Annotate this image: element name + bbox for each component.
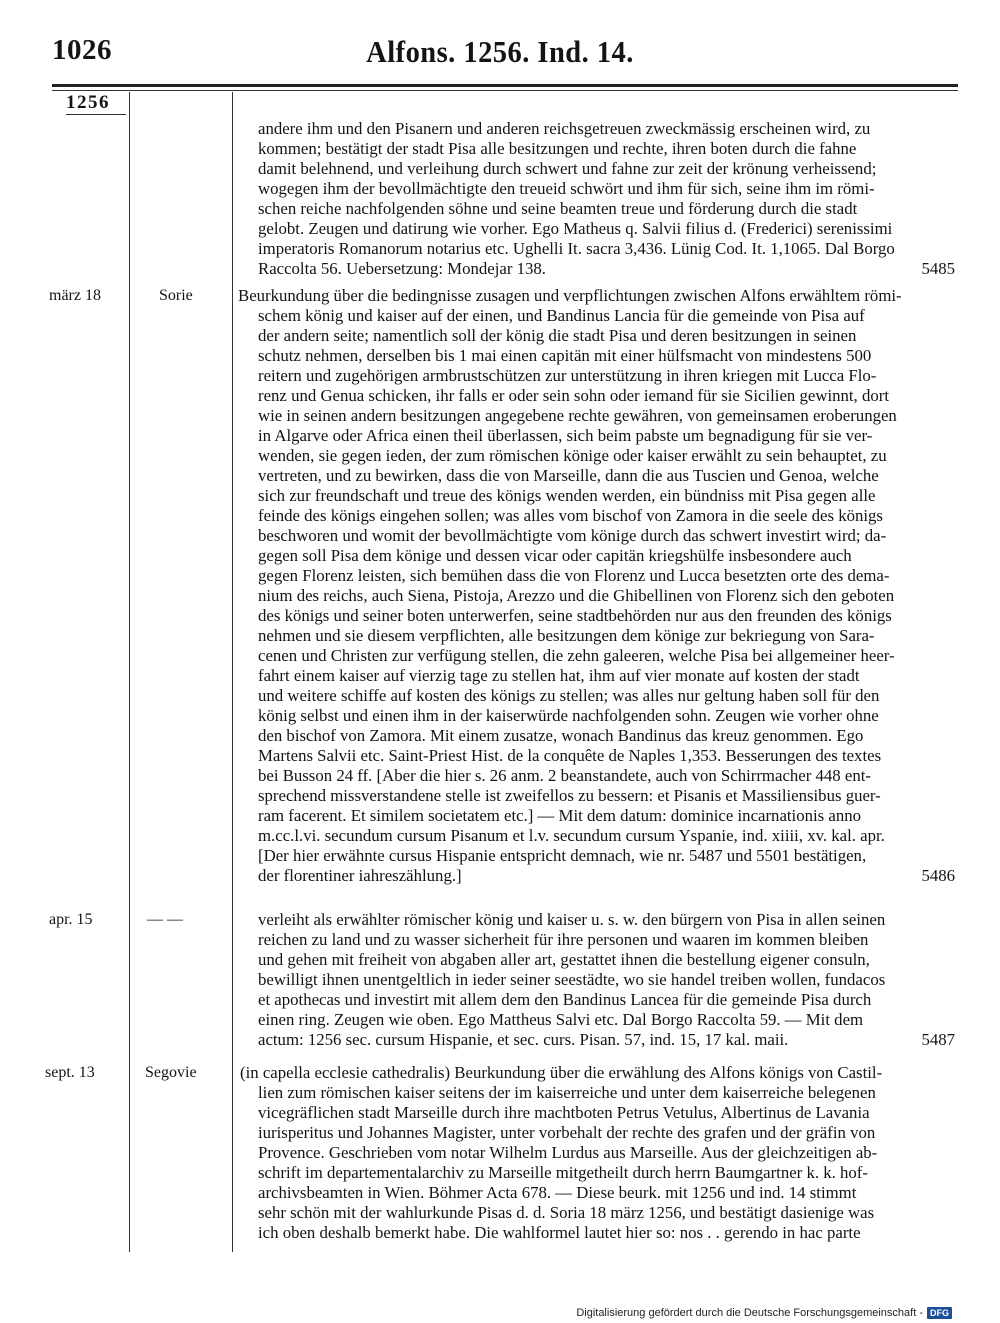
entry-text-line: verleiht als erwählter römischer könig und kaiser u. s. w. den bürgern von Pisa in allen seinen — [258, 910, 886, 929]
entry-text-line: schrift im departementalarchiv zu Marseille mitgetheilt durch herrn Baumgartner k. k. hof- — [258, 1163, 868, 1182]
entry-text-line: und gehen mit freiheit von abgaben aller art, gestattet ihnen die bestellung eigener consuln, — [258, 950, 870, 969]
entry-text-line: beschworen und womit der bevollmächtigte vom könige durch das schwert investirt wird; da- — [258, 526, 887, 545]
entry-text-line: lien zum römischen kaiser seitens der im kaiserreiche und unter dem kaiserreiche belegenen — [258, 1083, 876, 1102]
entry-text-line: Beurkundung über die bedingnisse zusagen und verpflichtungen zwischen Alfons erwähltem römi- — [238, 286, 902, 305]
regest-number: 5486 — [921, 866, 955, 885]
year-label: 1256 — [66, 92, 110, 113]
header-rule — [52, 84, 958, 87]
entry-text-line: der florentiner iahreszählung.] — [258, 866, 462, 885]
regest-number: 5487 — [921, 1030, 955, 1049]
entry-text-line: [Der hier erwähnte cursus Hispanie entspricht demnach, wie nr. 5487 und 5501 bestätigen, — [258, 846, 867, 865]
entry-place: Segovie — [145, 1064, 197, 1081]
page-number: 1026 — [52, 34, 112, 66]
entry-text-line: schem könig und kaiser auf der einen, und Bandinus Lancia für die gemeinde von Pisa auf — [258, 306, 865, 325]
entry-text-line: imperatoris Romanorum notarius etc. Ughelli It. sacra 3,436. Lünig Cod. It. 1,1065. Dal Borgo — [258, 239, 895, 258]
entry-text-line: wogegen ihm der bevollmächtigte den treueid schwört und ihm für sich, seine ihm im römi- — [258, 179, 875, 198]
entry-text-line: kommen; bestätigt der stadt Pisa alle besitzungen und rechte, ihren boten durch die fahne — [258, 139, 857, 158]
entry-text-line: damit belehnend, und verleihung durch schwert und fahne zur zeit der krönung verheissend; — [258, 159, 877, 178]
entry-text-line: (in capella ecclesie cathedralis) Beurkundung über die erwählung des Alfons königs von Castil- — [240, 1063, 883, 1082]
entry-text-line: feinde des königs eingehen sollen; was alles vom bischof von Zamora in die seele des königs — [258, 506, 883, 525]
entry-text-line: andere ihm und den Pisanern und anderen reichsgetreuen zweckmässig erscheinen wird, zu — [258, 119, 871, 138]
entry-text-line: gegen Florenz leisten, sich bemühen dass die von Florenz und Lucca besetzten orte des dema- — [258, 566, 890, 585]
entry-text-line: reitern und zugehörigen armbrustschützen zur unterstützung in ihren kriegen mit Lucca Flo- — [258, 366, 877, 385]
entry-text-line: nehmen und sie diesem verpflichten, alle besitzungen dem könige zur bekriegung von Sara- — [258, 626, 875, 645]
entry-text-line: cenen und Christen zur verfügung stellen, die zehn galeeren, welche Pisa bei allgemeiner heer- — [258, 646, 895, 665]
entry-text-line: et apothecas und investirt mit allem dem den Bandinus Lancea für die gemeinde Pisa durch — [258, 990, 872, 1009]
entry-text-line: iurisperitus und Johannes Magister, unter vorbehalt der rechte des grafen und der gräfin von — [258, 1123, 876, 1142]
entry-text-line: der andern seite; namentlich soll der könig die stadt Pisa und deren besitzungen in seinen — [258, 326, 857, 345]
year-underline — [66, 114, 126, 115]
entry-place: — — — [147, 911, 183, 928]
entry-text-line: m.cc.l.vi. secundum cursum Pisanum et l.v. secundum cursum Yspanie, ind. xiiii, xv. kal. apr. — [258, 826, 885, 845]
entry-place: Sorie — [159, 287, 193, 304]
entry-text-line: gelobt. Zeugen und datirung wie vorher. Ego Matheus q. Salvii filius d. (Frederici) serenissimi — [258, 219, 893, 238]
entry-text-line: und weitere schiffe auf kosten des königs zu stellen; was alles nur geltung haben soll für den — [258, 686, 880, 705]
entry-date: sept. 13 — [45, 1064, 95, 1081]
entry-text-line: gegen soll Pisa dem könige und dessen vicar oder capitän kriegshülfe insbesondere auch — [258, 546, 852, 565]
entry-text-line: ram facerent. Et similem societatem etc.] — Mit dem datum: dominice incarnationis anno — [258, 806, 862, 825]
entry-text-line: wenden, sie gegen ieden, der zum römischen könige oder kaiser erwählt zu sein behauptet, zu — [258, 446, 887, 465]
column-divider-date — [129, 92, 130, 1252]
entry-text-line: renz und Genua schicken, ihr falls er oder sein sohn oder iemand für sie Sicilien gewinnt, dort — [258, 386, 889, 405]
entry-text-line: Martens Salvii etc. Saint-Priest Hist. de la conquête de Naples 1,353. Besserungen des textes — [258, 746, 882, 765]
dfg-logo: DFG — [927, 1307, 952, 1319]
entry-text-line: Raccolta 56. Uebersetzung: Mondejar 138. — [258, 259, 546, 278]
entry-text-line: reichen zu land und zu wasser sicherheit für ihre personen und waaren im kommen bleiben — [258, 930, 869, 949]
entry-text-line: nium des reichs, auch Siena, Pistoja, Arezzo und die Ghibellinen von Florenz sich den geboten — [258, 586, 895, 605]
entry-text-line: schen reiche nachfolgenden söhne und seine beamten treue und förderung durch die stadt — [258, 199, 858, 218]
header-rule-thin — [52, 90, 958, 91]
footer-text: Digitalisierung gefördert durch die Deutsche Forschungsgemeinschaft - — [576, 1307, 923, 1319]
regest-number: 5485 — [921, 259, 955, 278]
entry-date: apr. 15 — [49, 911, 93, 928]
entry-text-line: vicegräflichen stadt Marseille durch ihre machtboten Petrus Vetulus, Albertinus de Lavania — [258, 1103, 870, 1122]
column-divider-place — [232, 92, 233, 1252]
entry-text-line: den bischof von Zamora. Mit einem zusatze, wonach Bandinus das kreuz genommen. Ego — [258, 726, 864, 745]
entry-text-line: wie in seinen andern besitzungen angegebene rechte gewähren, von gemeinsamen eroberungen — [258, 406, 897, 425]
entry-text-line: bewilligt ihnen unentgeltlich in ieder seiner seestädte, wo sie handel treiben wollen, fundacos — [258, 970, 886, 989]
entry-text-line: ich oben deshalb bemerkt habe. Die wahlformel lautet hier so: nos . . gerendo in hac parte — [258, 1223, 861, 1242]
entry-date: märz 18 — [49, 287, 101, 304]
entry-text-line: actum: 1256 sec. cursum Hispanie, et sec. curs. Pisan. 57, ind. 15, 17 kal. maii. — [258, 1030, 789, 1049]
digitization-credit — [576, 1306, 952, 1320]
entry-text-line: schutz nehmen, derselben bis 1 mai einen capitän mit einer hülfsmacht von mindestens 500 — [258, 346, 872, 365]
entry-text-line: in Algarve oder Africa einen theil überlassen, sich beim pabste um begnadigung für sie ver- — [258, 426, 873, 445]
entry-text-line: vertreten, und zu bewirken, dass die von Marseille, dann die aus Tuscien und Genoa, welche — [258, 466, 879, 485]
entry-text-line: des königs und seiner boten unterwerfen, seine stadtbehörden nur aus den freunden des königs — [258, 606, 892, 625]
entry-text-line: könig selbst und einen ihm in der kaiserwürde nachfolgenden sohn. Zeugen wie vorher ohne — [258, 706, 879, 725]
entry-text-line: Provence. Geschrieben vom notar Wilhelm Lurdus aus Marseille. Aus der gleichzeitigen ab- — [258, 1143, 878, 1162]
entry-text-line: bei Busson 24 ff. [Aber die hier s. 26 anm. 2 beanstandete, auch von Schirrmacher 448 ent- — [258, 766, 871, 785]
entry-text-line: archivsbeamten in Wien. Böhmer Acta 678. — Diese beurk. mit 1256 und ind. 14 stimmt — [258, 1183, 857, 1202]
entry-text-line: sehr schön mit der wahlurkunde Pisas d. d. Soria 18 märz 1256, und bestätigt dasienige was — [258, 1203, 875, 1222]
entry-text-line: sich zur freundschaft und treue des königs wenden werden, ein bündniss mit Pisa gegen alle — [258, 486, 876, 505]
entry-text-line: fahrt einem kaiser auf vierzig tage zu stellen hat, ihm auf vier monate auf kosten der stadt — [258, 666, 860, 685]
running-head: Alfons. 1256. Ind. 14. — [366, 34, 634, 69]
entry-text-line: sprechend missverstandene stelle ist zweifellos zu bessern: et Pisanis et Massiliensibus guer- — [258, 786, 881, 805]
entry-text-line: einen ring. Zeugen wie oben. Ego Mattheus Salvi etc. Dal Borgo Raccolta 59. — Mit dem — [258, 1010, 864, 1029]
